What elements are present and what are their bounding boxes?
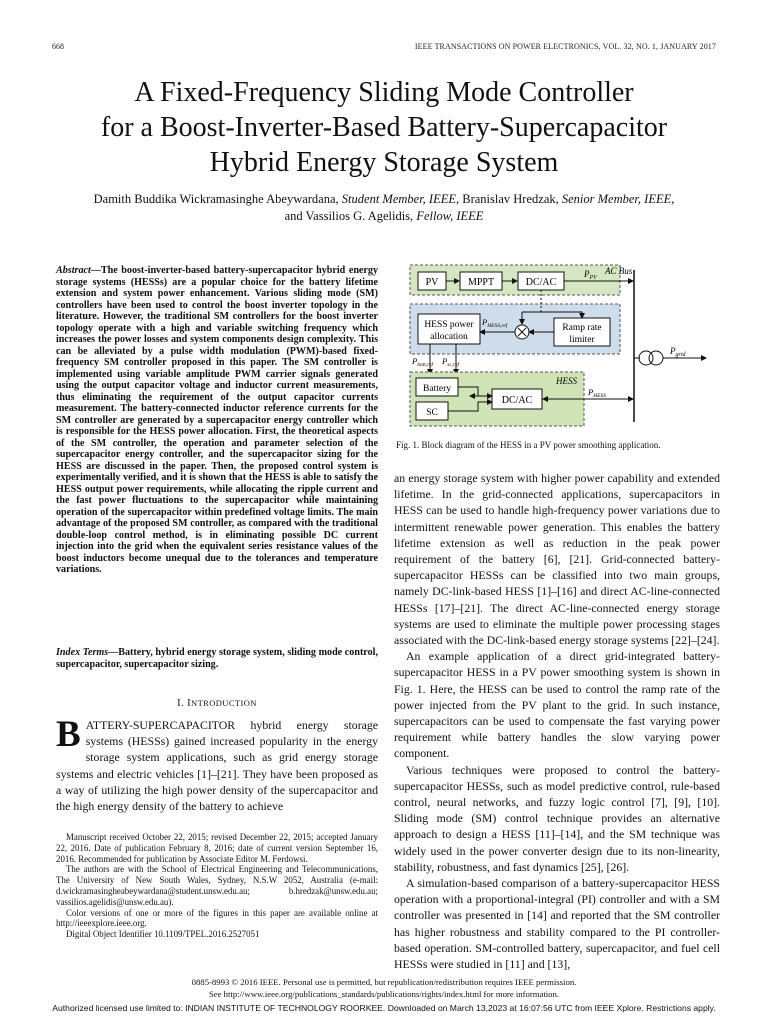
copyright-line: 0885-8993 © 2016 IEEE. Personal use is permitted, but republication/redistribution requires IEEE permission. [191,977,577,987]
figure-1-diagram [408,262,711,430]
footnote-affiliation: The authors are with the School of Electrical Engineering and Telecommunications, The University of New South Wales, Sydney, N.S.W 2052, Australia (e-mail: d.wickramasingheabeywardana@student.unsw.edu.au; b.hredzak@unsw.edu.au; vassilios.agelidis@unsw.edu.au). [56,864,378,907]
paragraph-1: an energy storage system with higher power capability and extended lifetime. In the grid-connected applications, supercapacitors in HESS can be used to handle high-frequency power variations due to intermittent renewable power generation. This enables the battery lifetime extension as well as reduction in the peak power requirement of the battery [6], [21]. Grid-connected battery-supercapacitor HESSs can be classified into two main groups, namely DC-link-based HESS [1]–[16] and direct AC-line-connected HESSs [17]–[21]. The direct AC-line-connected energy storage systems are used to eliminate the multiple power processing stages associated with the DC-link-based energy storage systems [22]–[24]. [394,471,720,648]
ac-bus-label: AC Bus [605,266,633,276]
section-heading [56,698,378,709]
author-1-role: Student Member, IEEE [341,192,456,206]
intro-paragraph [56,714,378,814]
pbatt-ref-label: $P_{batt,ref}$ [412,356,434,368]
abstract-text: —The boost-inverter-based battery-supercapacitor hybrid energy storage systems (HESSs) are a popular choice for the battery lifetime extension and system power enhancement. Various sliding mode (SM) controllers have been used to control the boost inverter topology in the literature. However, the traditional SM controllers for the boost inverter topology operate with a high and variable switching frequency which increases the power losses and system components design complexity. This can be alleviated by a pulse width modulation (PWM)-based fixed-frequency SM controller proposed in this paper. The SM controller is implemented using variable amplitude PWM carrier signals generated using the output capacitor voltage and inductor current measurements, thus eliminating the requirement of the output capacitor currents measurement. The battery-connected inductor reference currents for the SM controller are generated by a supercapacitor energy controller which is responsible for the HESS power allocation. First, the theoretical aspects of the SM controller, the operation and parameter selection of the supercapacitor energy controller, and the supercapacitor sizing for the HESS are discussed in the paper. Then, the proposed control system is experimentally verified, and it is shown that the HESS is able to satisfy the HESS output power requirements, while allocating the ripple current and the fast power fluctuations to the supercapacitor while maintaining operation of the supercapacitor within predefined voltage limits. The main advantage of the proposed SM controller, as compared with the traditional double-loop control method, is in eliminating possible DC current injection into the grid when the equivalent series resistance values of the boost inductors become unequal due to the tolerances and temperature variations. [56,265,378,575]
running-head: IEEE TRANSACTIONS ON POWER ELECTRONICS, VOL. 32, NO. 1, JANUARY 2017 [414,42,716,51]
copyright-notice [40,976,728,1000]
abstract-label: Abstract [56,265,91,276]
title-line-2: for a Boost-Inverter-Based Battery-Supercapacitor [100,112,668,143]
battery-label: Battery [423,384,451,394]
rights-link-line[interactable]: See http://www.ieee.org/publications_standards/publications/rights/index.html for more information. [208,989,560,999]
pv-label: PV [425,277,439,288]
drop-cap: B [56,714,81,755]
paper-title [40,75,728,180]
section-title-rest: NTRODUCTION [191,698,257,708]
mppt-label: MPPT [467,277,495,288]
author-1-name: Damith Buddika Wickramasinghe Abeywardana, [93,192,339,206]
author-2-name: Branislav Hredzak, [462,192,559,206]
sc-label: SC [426,408,438,418]
dcac-top-label: DC/AC [525,277,557,288]
title-line-1: A Fixed-Frequency Sliding Mode Controller [134,77,634,108]
phess-label: $P_{HESS}$ [588,387,607,399]
pgrid-label: $P_{grid}$ [670,346,686,358]
paragraph-3: Various techniques were proposed to control the battery-supercapacitor HESSs, such as model predictive control, rule-based control, neural networks, and fuzzy logic control [7], [9], [10]. Sliding mode (SM) control technique provides an alternative approach to design a HESS [11]–[14], and the SM technique was widely used in the power converter design due to its non-linearity, stability, robustness, and fast dynamics [25], [26]. [394,762,720,874]
authorized-use-line: Authorized licensed use limited to: INDIAN INSTITUTE OF TECHNOLOGY ROORKEE. Downloaded on March 13,2023 at 16:07:56 UTC from IEEE Xplore. Restrictions apply. [52,1003,716,1013]
abstract [56,265,378,576]
paragraph-2: An example application of a direct grid-integrated battery-supercapacitor HESS in a PV power smoothing system is shown in Fig. 1. Here, the HESS can be used to control the ramp rate of the power injected from the PV plant to the grid. In such instance, supercapacitors can be used to compensate the fast varying power requirement while battery handles the slow varying power component. [394,649,720,761]
author-list: Damith Buddika Wickramasinghe Abeywardana, Student Member, IEEE, Branislav Hredzak, Senior Member, IEEE, and Vassilios G. Agelidis, Fellow, IEEE [93,192,675,223]
figure-1-caption: Fig. 1. Block diagram of the HESS in a PV power smoothing application. [396,440,661,450]
footnote-doi: Digital Object Identifier 10.1109/TPEL.2016.2527051 [66,929,260,940]
page-number: 668 [52,42,64,51]
footnote-manuscript: Manuscript received October 22, 2015; revised December 22, 2015; accepted January 22, 2016. Date of publication February 8, 2016; date of current version September 16, 2016. Recommended for publication by Associate Editor M. Ferdowsi. [56,832,378,864]
index-terms [56,647,378,670]
index-terms-label: Index Terms [56,647,109,658]
index-terms-text: —Battery, hybrid energy storage system, sliding mode control, supercapacitor, supercapacitor sizing. [56,647,378,670]
author-3-role: Fellow, IEEE [416,209,484,223]
ramp-line-2: limiter [569,335,595,345]
footnote-color: Color versions of one or more of the figures in this paper are available online at http://ieeexplore.ieee.org. [56,907,378,929]
transformer-coil-2 [649,351,663,365]
ppv-label: $P_{PV}$ [584,269,597,281]
phess-ref-label: $P_{HESS,ref}$ [482,317,508,329]
paragraph-4: A simulation-based comparison of a battery-supercapacitor HESS operation with a proportional-integral (PI) controller and with a SM controller was presented in [14] and reported that the SM controller has higher robustness and stability compared to the PI controller-based operation. SM-controlled battery, supercapacitor, and fuel cell HESSs were studied in [11] and [13], [394,876,720,972]
section-title-first: I [187,698,192,709]
footnotes [56,832,378,940]
author-3-name: and Vassilios G. Agelidis, [284,209,414,223]
title-line-3: Hybrid Energy Storage System [209,147,559,178]
author-2-role: Senior Member, IEEE [561,192,672,206]
psc-ref-label: $P_{sc,ref}$ [442,356,460,368]
hess-alloc-line-1: HESS power [424,320,474,330]
hess-label: HESS [556,376,577,386]
intro-text: ATTERY-SUPERCAPACITOR hybrid energy storage systems (HESSs) gained increased popularity in the energy storage system applications, such as grid energy storage systems and electric vehicles [1]–[21]. They have been proposed as a way of utilizing the high power density of the supercapacitor and the high energy density of the battery to achieve [56,718,378,814]
hess-alloc-line-2: allocation [430,332,468,342]
ramp-line-1: Ramp rate [562,323,602,333]
block-diagram-svg [408,262,711,430]
section-numeral: I. [177,698,185,709]
right-column-text [394,470,720,972]
dcac-bottom-label: DC/AC [501,395,533,406]
